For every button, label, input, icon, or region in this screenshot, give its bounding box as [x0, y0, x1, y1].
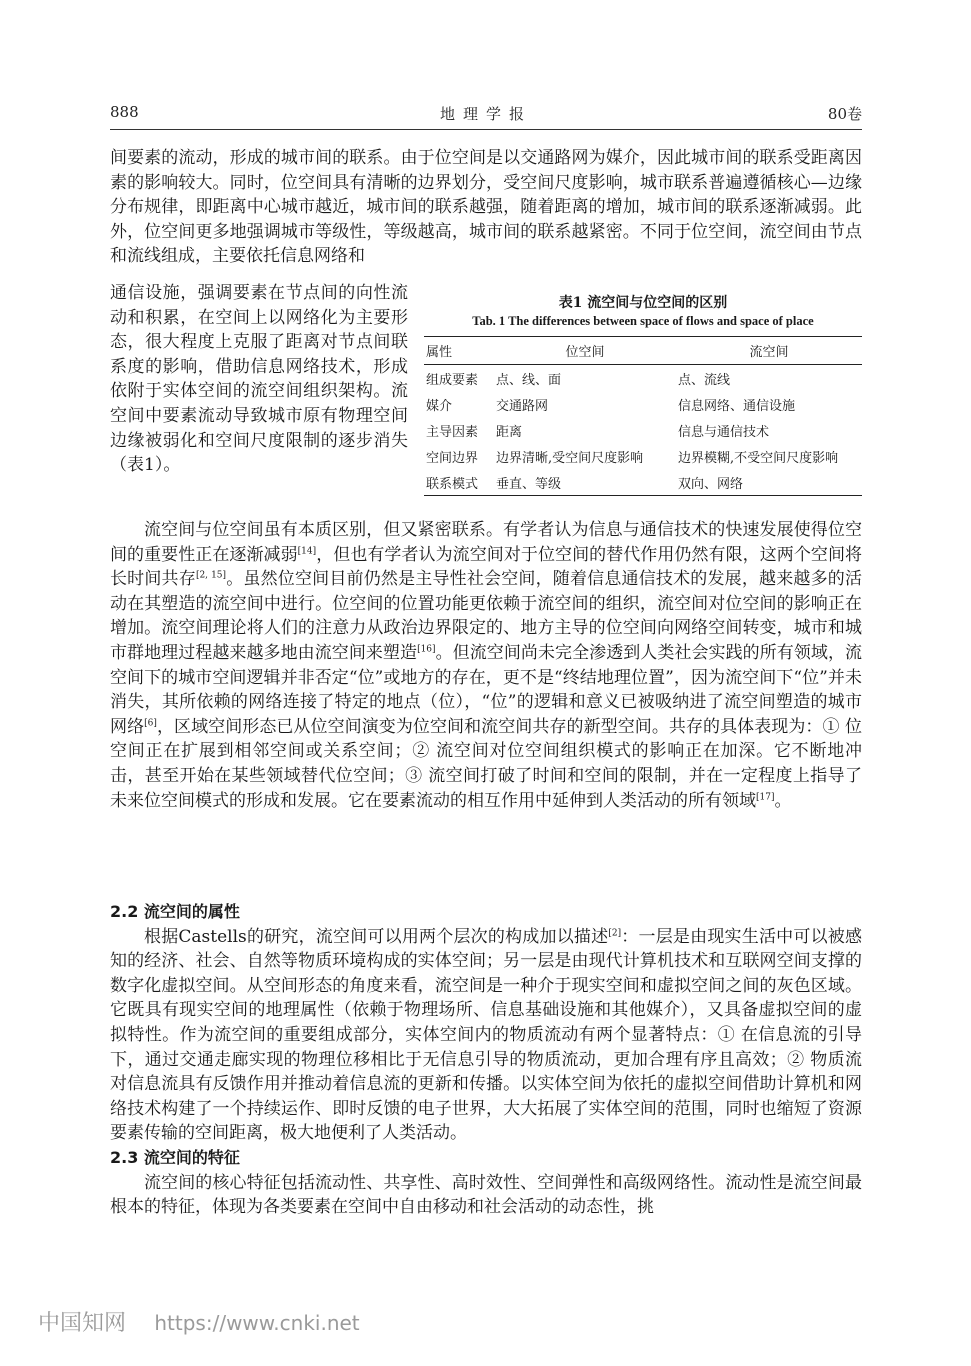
- table-cell: 主导因素: [426, 424, 479, 440]
- table-cell: 双向、网络: [678, 476, 744, 492]
- table-caption-en: Tab. 1 The differences between space of flows and space of place: [472, 314, 814, 328]
- table-cell: 交通路网: [496, 398, 549, 414]
- citation-ref: [6]: [144, 718, 157, 729]
- table-row: [424, 365, 862, 392]
- text-run: ，但也有学者认为流空间对于位空间的替代作用仍然有限，这两个空间将长时间共存: [110, 544, 863, 590]
- table-row: [424, 469, 862, 496]
- paragraph-text: 间要素的流动，形成的城市间的联系。由于位空间是以交通路网为媒介，因此城市间的联系受距离因素的影响较大。同时，位空间具有清晰的边界划分，受空间尺度影响，城市联系普遍遵循核心—边缘分布规律，即距离中心城市越近，城市间的联系越强，随着距离的增加，城市间的联系逐渐减弱。此外，位空间更多地强调城市等级性，等级越高，城市间的联系越紧密。不同于位空间，流空间由节点和流线组成，主要依托信息网络和: [110, 148, 862, 267]
- table-header-cell: 位空间: [565, 345, 605, 360]
- text-run: 。虽然位空间目前仍然是主导性社会空间，随着信息通信技术的发展，越来越多的活动在其塑造的流空间中进行。位空间的位置功能更依赖于流空间的组织，流空间对位空间的影响正在增加。流空间理论将人们的注意力从政治边界限定的、地方主导的位空间向网络空间转变，城市和城市群地理过程越来越多地由流空间来塑造: [110, 569, 862, 663]
- table-header-cell: 属性: [426, 345, 453, 360]
- table-cell: 组成要素: [426, 372, 479, 388]
- table-row: [424, 417, 862, 443]
- text-run: ：一层是由现实生活中可以被感知的经济、社会、自然等物质环境构成的实体空间；另一层是由现代计算机技术和互联网空间支撑的数字化虚拟空间。从空间形态的角度来看，流空间是一种介于现实空间和虚拟空间之间的灰色区域。它既具有现实空间的地理属性（依赖于物理场所、信息基础设施和其他媒介），又具备虚拟空间的虚拟特性。作为流空间的重要组成部分，实体空间内的物质流动有两个显著特点：① 在信息流的引导下，通过交通走廊实现的物理位移相比于无信息引导的物质流动，更加合理有序且高效；② 物质流对信息流具有反馈作用并推动着信息流的更新和传播。以实体空间为依托的虚拟空间借助计算机和网络技术构建了一个持续运作、即时反馈的电子世界，大大拓展了实体空间的范围，同时也缩短了资源要素传输的空间距离，极大地便利了人类活动。: [110, 926, 863, 1144]
- citation-ref: [2, 15]: [195, 570, 227, 581]
- header-rule: [110, 129, 862, 130]
- table-cell: 距离: [496, 424, 523, 440]
- wrap-paragraph: 通信设施，强调要素在节点间的向性流动和积累，在空间上以网络化为主要形态，很大程度上克服了距离对节点间联系度的影响，借助信息网络技术，形成依附于实体空间的流空间组织架构。流空间中要素流动导致城市原有物理空间边缘被弱化和空间尺度限制的逐步消失（表1）。: [110, 283, 408, 476]
- citation-ref: [2]: [608, 927, 622, 938]
- section-heading: 2.3 流空间的特征: [110, 1147, 240, 1167]
- running-header: [110, 103, 862, 125]
- table-header-row: [424, 337, 862, 365]
- comparison-table: [424, 336, 862, 496]
- paragraph-text: [110, 518, 862, 813]
- table-cell: 信息与通信技术: [678, 424, 770, 440]
- citation-ref: [17]: [756, 791, 775, 802]
- table-cell: 点、线、面: [496, 372, 562, 388]
- text-run: ，区域空间形态已从位空间演变为位空间和流空间共存的新型空间。共存的具体表现为：① 位空间正在扩展到相邻空间或关系空间；② 流空间对位空间组织模式的影响正在加深。它不断地冲击，甚至开始在某些领域替代位空间；③ 流空间打破了时间和空间的限制，并在一定程度上指导了未来位空间模式的形成和发展。它在要素流动的相互作用中延伸到人类活动的所有领域: [110, 716, 863, 811]
- table-header-cell: 流空间: [749, 345, 789, 360]
- volume-label: 80卷: [827, 105, 862, 123]
- text-run: 根据Castells的研究，流空间可以用两个层次的构成加以描述: [144, 926, 609, 947]
- paragraph-text: [110, 925, 862, 1146]
- table-cell: 信息网络、通信设施: [678, 398, 796, 414]
- table-1: [424, 292, 862, 496]
- table-cell: 点、流线: [678, 372, 731, 388]
- section-heading: 2.2 流空间的属性: [110, 902, 240, 921]
- page-number: 888: [110, 103, 139, 121]
- table-cell: 垂直、等级: [496, 476, 562, 492]
- table-caption-cn: 表1 流空间与位空间的区别: [558, 295, 728, 311]
- watermark: [38, 1306, 360, 1336]
- text-run: 。但流空间尚未完全渗透到人类社会实践的所有领域，流空间下的城市空间逻辑并非否定“位”或地方的存在，更不是“终结地理位置”，因为流空间下“位”并未消失，其所依赖的网络连接了特定的地点（位），“位”的逻辑和意义已被吸纳进了流空间塑造的城市网络: [110, 642, 863, 737]
- table-cell: 边界清晰,受空间尺度影响: [496, 450, 644, 466]
- text-run: 流空间与位空间虽有本质区别，但又紧密联系。有学者认为信息与通信技术的快速发展使得位空间的重要性正在逐渐减弱: [110, 520, 862, 565]
- table-cell: 联系模式: [426, 476, 479, 492]
- cnki-url: https://www.cnki.net: [154, 1311, 360, 1335]
- journal-title: 地理学报: [439, 105, 532, 123]
- table-cell: 边界模糊,不受空间尺度影响: [678, 450, 839, 466]
- cnki-brand: 中国知网: [38, 1311, 127, 1336]
- table-row: [424, 443, 862, 469]
- body-paragraph-relation: [110, 518, 862, 813]
- table-cell: 媒介: [426, 398, 453, 414]
- text-run: 。: [774, 790, 792, 811]
- table-row: [424, 391, 862, 417]
- citation-ref: [16]: [417, 644, 436, 655]
- body-paragraph-top: [110, 146, 862, 269]
- section-2-2: [110, 900, 862, 1220]
- paragraph-text: 流空间的核心特征包括流动性、共享性、高时效性、空间弹性和高级网络性。流动性是流空间最根本的特征，体现为各类要素在空间中自由移动和社会活动的动态性，挑: [110, 1172, 862, 1218]
- citation-ref: [14]: [297, 545, 317, 556]
- table-cell: 空间边界: [426, 450, 479, 466]
